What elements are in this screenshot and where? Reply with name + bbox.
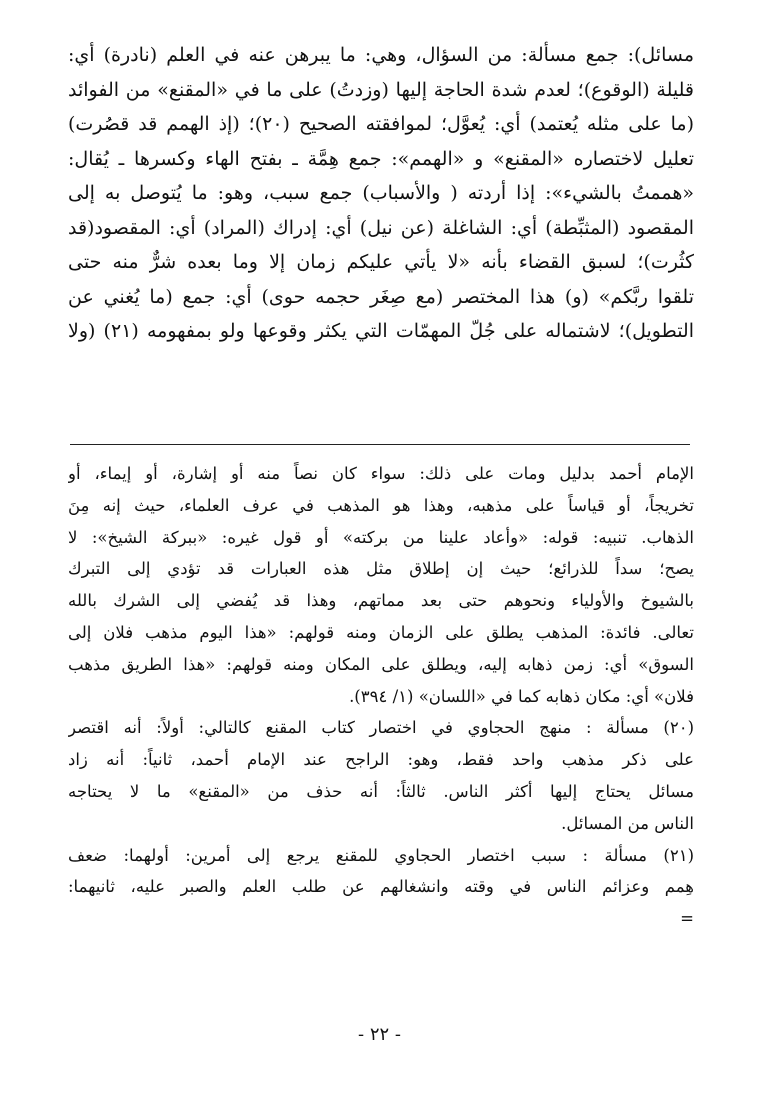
- main-text-line: المقصود (المثبِّطة) أي: الشاغلة (عن نيل) أي: إدراك (المراد) أي: المقصود(قد: [68, 216, 694, 239]
- footnote-21-line: (٢١) مسألة : سبب اختصار الحجاوي للمقنع يرجع إلى أمرين: أولهما: ضعف: [68, 845, 694, 865]
- footnote-20-line: على ذكر مذهب واحد فقط، وهو: الراجح عند الإمام أحمد، ثانياً: أنه زاد: [68, 750, 694, 770]
- footnote-21-line: هِمم وعزائم الناس في وقته وانشغالهم عن طلب العلم والصبر عليه، ثانيهما:: [68, 877, 694, 897]
- footnote-20-line: مسائل يحتاج إليها أكثر الناس. ثالثاً: أنه حذف من «المقنع» ما لا يحتاجه: [68, 781, 694, 801]
- footnote-line: بالشيوخ والأولياء ونحوهم حتى بعد مماتهم، وهذا قد يُفضي إلى الشرك بالله: [68, 591, 694, 611]
- main-text-line: قليلة (الوقوع)؛ لعدم شدة الحاجة إليها (وزدتُ) على ما في «المقنع» من الفوائد: [68, 78, 694, 101]
- footnote-line: تخريجاً، أو قياساً على مذهبه، وهذا هو المذهب في عرف العلماء، حيث إنه مِنَ: [68, 495, 694, 515]
- main-text-line: تلقوا ربَّكم» (و) هذا المختصر (مع صِغَر حجمه حوى) أي: جمع (ما يُغني عن: [68, 285, 694, 308]
- main-text-block: [68, 38, 694, 349]
- footnote-20-line: الناس من المسائل.: [561, 813, 694, 833]
- footnote-line: الإمام أحمد بدليل ومات على ذلك: سواء كان نصاً منه أو إشارة، أو إيماء، أو: [68, 464, 694, 483]
- footnote-line: السوق» أي: زمن ذهابه إليه، ويطلق على المكان ومنه قولهم: «هذا الطريق مذهب: [68, 654, 694, 674]
- main-text-line: كثُرت)؛ لسبق القضاء بأنه «لا يأتي عليكم زمان إلا وما بعده شرٌّ منه حتى: [68, 251, 694, 273]
- main-text-line: (ما على مثله يُعتمد) أي: يُعوَّل؛ لموافقته الصحيح (٢٠)؛ (إذ الهمم قد قصُرت): [68, 113, 694, 135]
- footnote-line: يصح؛ سداً للذرائع؛ حيث إن إطلاق مثل هذه العبارات قد تؤدي إلى التبرك: [68, 559, 694, 579]
- page-number: - ٢٢ -: [358, 1024, 401, 1045]
- footnote-line: فلان» أي: مكان ذهابه كما في «اللسان» (١/ ٣٩٤).: [349, 686, 694, 706]
- main-text-line: التطويل)؛ لاشتماله على جُلّ المهمّات التي يكثر وقوعها ولو بمفهومه (٢١) (ولا: [68, 320, 694, 342]
- footnotes-block: [68, 458, 694, 935]
- main-text-line: تعليل لاختصاره «المقنع» و «الهمم»: جمع هِمَّة ـ بفتح الهاء وكسرها ـ يُقال:: [68, 147, 694, 170]
- footnote-continuation-mark: =: [680, 909, 694, 929]
- main-text-line: «هممتُ بالشيء»: إذا أردته ( والأسباب) جمع سبب، وهو: ما يُتوصل به إلى: [68, 182, 694, 204]
- main-text-line: مسائل): جمع مسألة: من السؤال، وهي: ما يبرهن عنه في العلم (نادرة) أي:: [68, 44, 694, 66]
- footnote-line: الذهاب. تنبيه: قوله: «وأعاد علينا من بركته» أو قول غيره: «ببركة الشيخ»: لا: [68, 527, 694, 547]
- footnote-20-line: (٢٠) مسألة : منهج الحجاوي في اختصار كتاب المقنع كالتالي: أولاً: أنه اقتصر: [68, 718, 694, 738]
- footnote-separator-rule: [70, 444, 690, 445]
- footnote-line: تعالى. فائدة: المذهب يطلق على الزمان ومنه قولهم: «هذا اليوم مذهب فلان إلى: [68, 622, 694, 642]
